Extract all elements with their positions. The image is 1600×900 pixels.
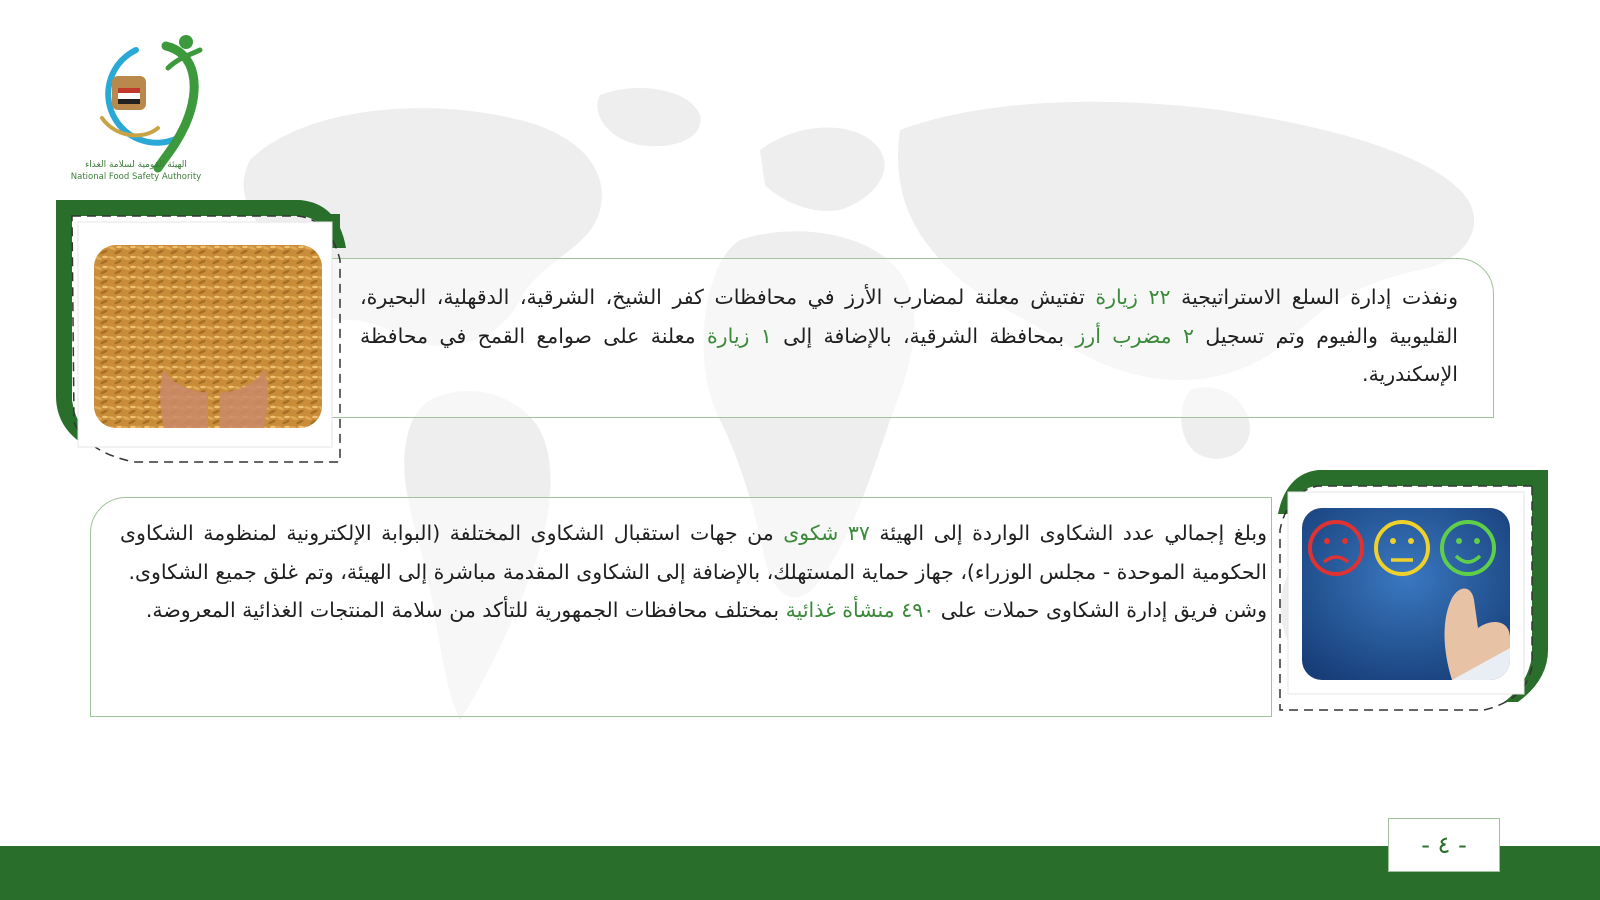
section2-text-1: وبلغ إجمالي عدد الشكاوى الواردة إلى الهيئة xyxy=(869,521,1268,545)
section1-rice-mills-count: ٢ مضرب أرز xyxy=(1075,323,1194,348)
section1-visits-count: ٢٢ زيارة xyxy=(1095,285,1171,309)
section2-facilities-count: ٤٩٠ منشأة غذائية xyxy=(785,598,935,622)
section2-complaints-count: ٣٧ شكوى xyxy=(783,521,870,545)
logo-english-name: National Food Safety Authority xyxy=(70,172,202,182)
section1-text-1: ونفذت إدارة السلع الاستراتيجية xyxy=(1170,285,1458,309)
section1-text-4: معلنة على صوامع القمح في محافظة الإسكندرية. xyxy=(360,323,1458,386)
footer-bar xyxy=(0,846,1600,900)
logo-acronym: NFSA xyxy=(165,91,184,124)
section2-text-4: بمختلف محافظات الجمهورية للتأكد من سلامة المنتجات الغذائية المعروضة. xyxy=(145,598,786,622)
page-number: - ٤ - xyxy=(1388,818,1500,872)
section2-text-3: وشن فريق إدارة الشكاوى حملات على xyxy=(934,598,1267,622)
section2-paragraph xyxy=(120,514,1267,630)
section1-text-2: تفتيش معلنة لمضارب الأرز في محافظات كفر الشيخ، الشرقية، الدقهلية، البحيرة، القليوبية والفيوم وتم تسجيل xyxy=(360,285,1458,348)
section1-silo-visits-count: ١ زيارة xyxy=(706,323,772,348)
section2-text-2: من جهات استقبال الشكاوى المختلفة (البوابة الإلكترونية لمنظومة الشكاوى الحكومية الموحدة - مجلس الوزراء)، جهاز حماية المستهلك، بالإضافة إلى الشكاوى المقدمة مباشرة إلى الهيئة، وتم غلق جميع الشكاوى. xyxy=(120,521,1267,584)
section1-text-3: بمحافظة الشرقية، بالإضافة إلى xyxy=(771,323,1076,348)
rice-grains-in-hands-image xyxy=(94,245,322,428)
section1-paragraph xyxy=(360,278,1458,394)
logo-arabic-name: الهيئة القومية لسلامة الغذاء xyxy=(85,160,187,170)
satisfaction-faces-image xyxy=(1302,508,1510,680)
